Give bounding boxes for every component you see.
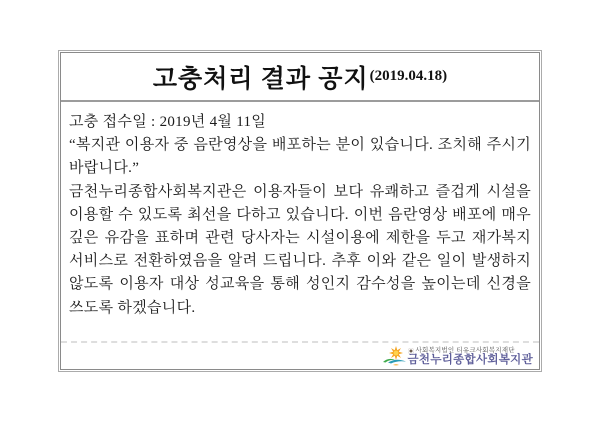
foundation-label: 사회복지법인 티유크사회복지재단 — [415, 346, 515, 354]
sun-waves-icon — [383, 346, 407, 367]
organization-logo — [383, 346, 534, 367]
foundation-emblem-icon — [408, 348, 414, 354]
notice-body — [61, 102, 539, 343]
notice-document — [60, 52, 540, 370]
notice-footer — [61, 343, 539, 369]
title-date: (2019.04.18) — [369, 68, 448, 84]
complaint-quote: “복지관 이용자 중 음란영상을 배포하는 분이 있습니다. 조치해 주시기 바랍니다.” — [69, 137, 531, 177]
organization-name: 금천누리종합사회복지관 — [407, 354, 533, 366]
logo-text-block — [408, 348, 534, 367]
page-title: 고충처리 결과 공지 — [152, 65, 369, 93]
receipt-date-line: 고충 접수일 : 2019년 4월 11일 — [69, 114, 267, 130]
notice-title-row — [61, 53, 539, 102]
response-text: 금천누리종합사회복지관은 이용자들이 보다 유쾌하고 즐겁게 시설을 이용할 수 있도록 최선을 다하고 있습니다. 이번 음란영상 배포에 매우 깊은 유감을 표하며 관련 당사자는 시설이용에 제한을 두고 재가복지 서비스로 전환하였음을 알려 드립니다. 추후 이와 같은 일이 발생하지 않도록 이용자 대상 성교육을 통해 성인지 감수성을 높이는데 신경을 쓰도록 하겠습니다. — [69, 183, 531, 316]
